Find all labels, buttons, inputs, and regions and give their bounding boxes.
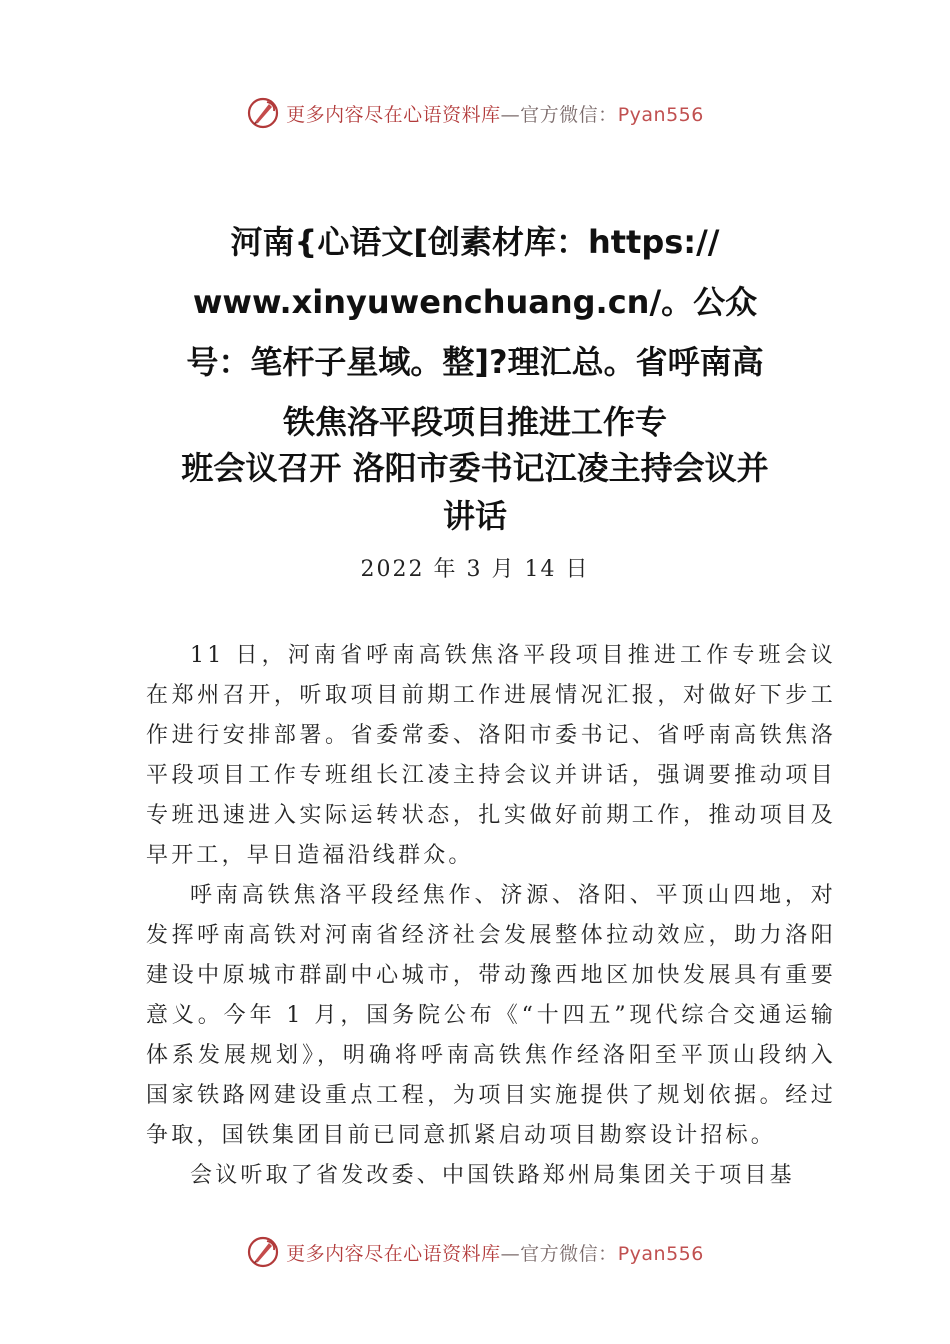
header-watermark-banner	[0, 93, 950, 133]
document-date: 2022 年 3 月 14 日	[360, 557, 590, 582]
footer-watermark-banner	[0, 1232, 950, 1272]
footer-banner-main: 更多内容尽在心语资料库	[286, 1242, 501, 1265]
title-line-3: 号：笔杆子星域。整]?理汇总。省呼南高	[186, 343, 764, 381]
footer-banner-dash: —	[500, 1242, 521, 1265]
header-banner-text	[286, 100, 704, 127]
document-title	[130, 212, 820, 540]
title-line-4: 铁焦洛平段项目推进工作专	[282, 403, 667, 441]
header-banner-main: 更多内容尽在心语资料库	[286, 103, 501, 126]
title-line-1: 河南{心语文[创素材库：https://	[230, 223, 720, 261]
footer-banner-text	[286, 1239, 704, 1266]
footer-banner-id: Pyan556	[617, 1242, 704, 1265]
paragraph-3: 会议听取了省发改委、中国铁路郑州局集团关于项目基	[190, 1163, 795, 1188]
title-line-2: www.xinyuwenchuang.cn/。公众	[192, 283, 758, 321]
document-body	[146, 636, 836, 1196]
title-line-6: 讲话	[442, 497, 507, 535]
title-line-5: 班会议召开 洛阳市委书记江凌主持会议并	[181, 449, 769, 487]
quill-pen-logo-icon	[246, 96, 280, 130]
header-banner-dash: —	[500, 103, 521, 126]
quill-pen-logo-icon	[246, 1235, 280, 1269]
header-banner-id: Pyan556	[617, 103, 704, 126]
footer-banner-suffix: 官方微信：	[520, 1242, 618, 1265]
header-banner-suffix: 官方微信：	[520, 103, 618, 126]
paragraph-2: 呼南高铁焦洛平段经焦作、济源、洛阳、平顶山四地，对发挥呼南高铁对河南省经济社会发展整体拉动效应，助力洛阳建设中原城市群副中心城市，带动豫西地区加快发展具有重要意义。今年 1 月，国务院公布《“十四五”现代综合交通运输体系发展规划》，明确将呼南高铁焦作经洛阳至平顶山段纳入国家铁路网建设重点工程，为项目实施提供了规划依据。经过争取，国铁集团目前已同意抓紧启动项目勘察设计招标。	[146, 883, 836, 1148]
paragraph-1: 11 日，河南省呼南高铁焦洛平段项目推进工作专班会议在郑州召开，听取项目前期工作进展情况汇报，对做好下步工作进行安排部署。省委常委、洛阳市委书记、省呼南高铁焦洛平段项目工作专班组长江凌主持会议并讲话，强调要推动项目专班迅速进入实际运转状态，扎实做好前期工作，推动项目及早开工，早日造福沿线群众。	[146, 643, 836, 868]
